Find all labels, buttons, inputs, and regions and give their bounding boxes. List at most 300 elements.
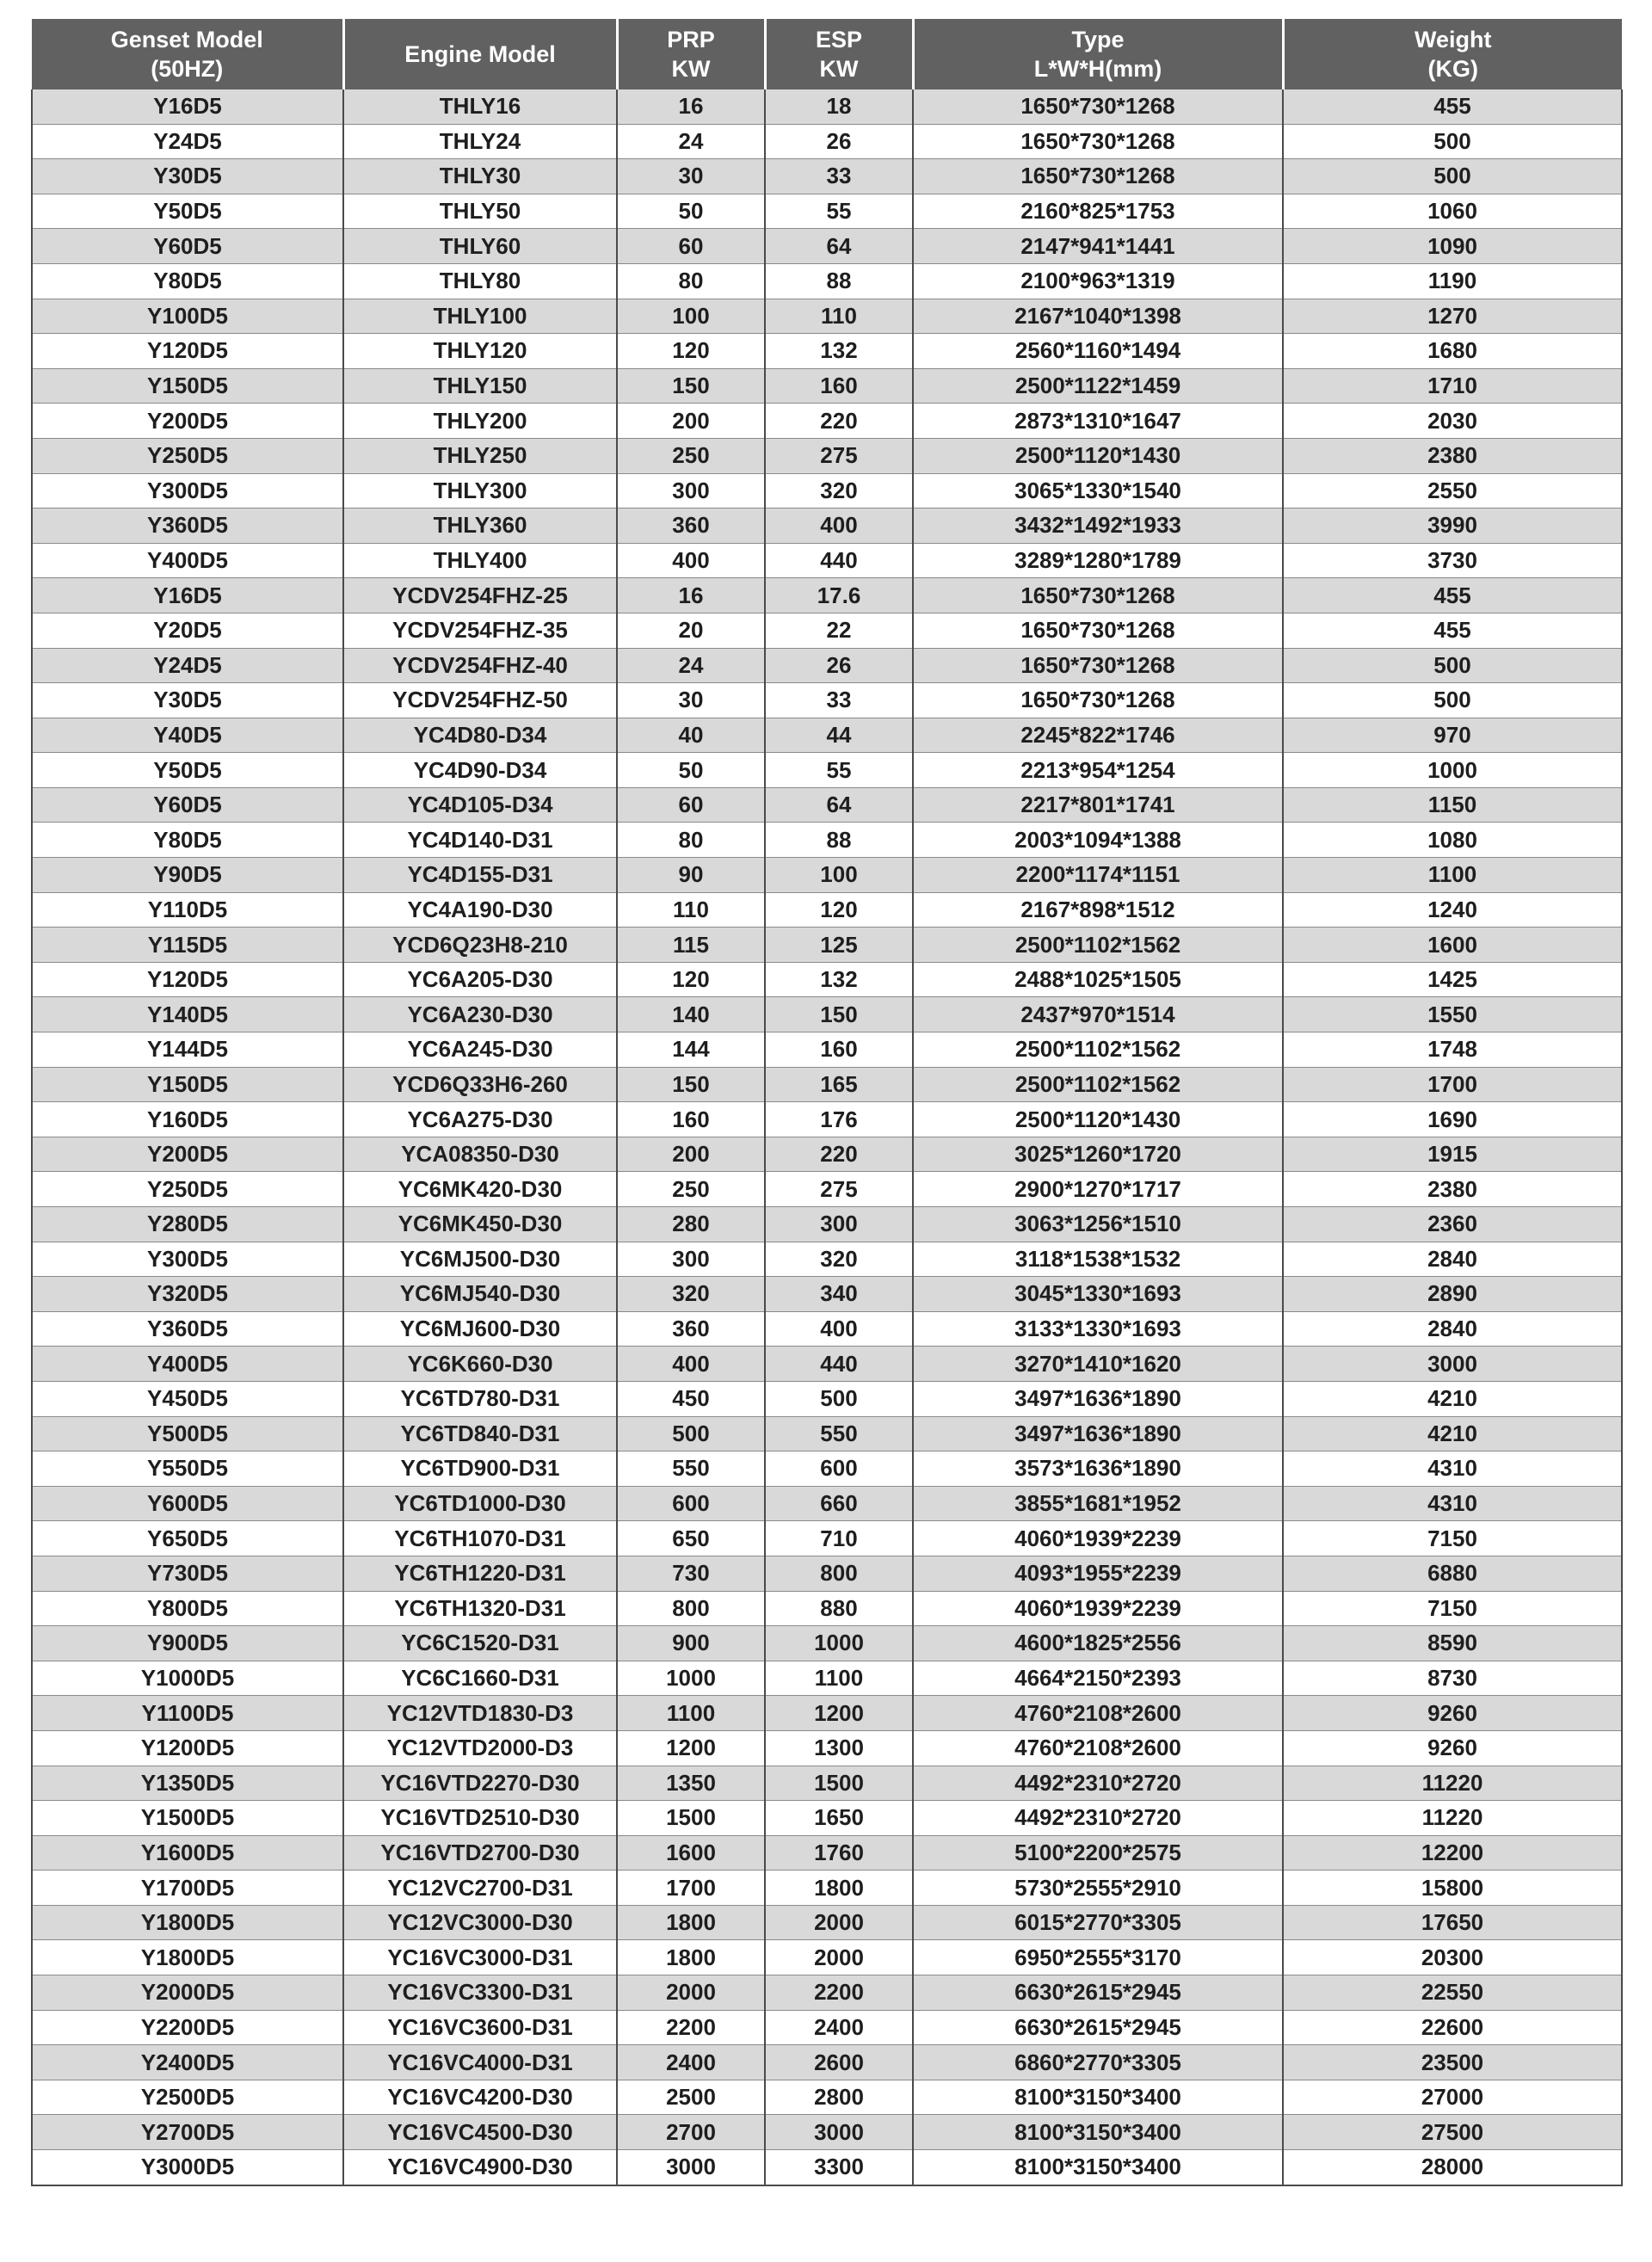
table-row (32, 2080, 1622, 2115)
dimensions-cell: 3025*1260*1720 (913, 1137, 1283, 1172)
dimensions-cell: 4760*2108*2600 (913, 1696, 1283, 1731)
engine-model-cell: YC4D140-D31 (343, 823, 617, 858)
esp-kw-cell: 165 (765, 1067, 913, 1102)
prp-kw-cell: 20 (617, 613, 765, 648)
esp-kw-cell: 800 (765, 1556, 913, 1591)
engine-model-cell: YC16VTD2270-D30 (343, 1766, 617, 1801)
header-row (32, 19, 1622, 89)
weight-cell: 27500 (1283, 2115, 1622, 2150)
genset-model-cell: Y1350D5 (32, 1766, 343, 1801)
engine-model-cell: YC16VC3300-D31 (343, 1975, 617, 2011)
weight-cell: 3990 (1283, 508, 1622, 544)
genset-model-cell: Y730D5 (32, 1556, 343, 1591)
dimensions-cell: 2200*1174*1151 (913, 858, 1283, 893)
genset-model-cell: Y200D5 (32, 1137, 343, 1172)
esp-kw-cell: 220 (765, 404, 913, 439)
engine-model-cell: THLY120 (343, 334, 617, 369)
esp-kw-cell: 33 (765, 159, 913, 194)
genset-model-cell: Y320D5 (32, 1277, 343, 1312)
genset-model-cell: Y900D5 (32, 1626, 343, 1661)
weight-cell: 22600 (1283, 2010, 1622, 2045)
dimensions-cell: 3133*1330*1693 (913, 1311, 1283, 1347)
table-row (32, 1730, 1622, 1766)
esp-kw-cell: 1760 (765, 1835, 913, 1871)
weight-cell: 455 (1283, 578, 1622, 613)
dimensions-cell: 2167*898*1512 (913, 892, 1283, 928)
engine-model-cell: YC16VTD2510-D30 (343, 1801, 617, 1836)
weight-cell: 7150 (1283, 1591, 1622, 1626)
genset-model-cell: Y90D5 (32, 858, 343, 893)
esp-kw-cell: 2800 (765, 2080, 913, 2115)
prp-kw-cell: 140 (617, 997, 765, 1032)
table-row (32, 928, 1622, 963)
weight-cell: 9260 (1283, 1730, 1622, 1766)
prp-kw-cell: 2200 (617, 2010, 765, 2045)
esp-kw-cell: 3000 (765, 2115, 913, 2150)
table-row (32, 1556, 1622, 1591)
esp-kw-cell: 33 (765, 683, 913, 718)
weight-cell: 1680 (1283, 334, 1622, 369)
table-row (32, 962, 1622, 997)
table-row (32, 858, 1622, 893)
weight-cell: 8730 (1283, 1661, 1622, 1696)
engine-model-cell: YC16VC3000-D31 (343, 1940, 617, 1975)
table-row (32, 194, 1622, 229)
engine-model-cell: THLY400 (343, 543, 617, 578)
weight-cell: 2380 (1283, 1172, 1622, 1207)
table-row (32, 543, 1622, 578)
table-row (32, 2010, 1622, 2045)
weight-cell: 17650 (1283, 1905, 1622, 1940)
dimensions-cell: 3270*1410*1620 (913, 1347, 1283, 1382)
table-row (32, 823, 1622, 858)
engine-model-cell: YC6TH1070-D31 (343, 1521, 617, 1556)
table-row (32, 1835, 1622, 1871)
esp-kw-cell: 400 (765, 1311, 913, 1347)
dimensions-cell: 8100*3150*3400 (913, 2080, 1283, 2115)
dimensions-cell: 2560*1160*1494 (913, 334, 1283, 369)
esp-kw-cell: 100 (765, 858, 913, 893)
dimensions-cell: 2500*1102*1562 (913, 1067, 1283, 1102)
genset-model-cell: Y150D5 (32, 1067, 343, 1102)
engine-model-cell: THLY200 (343, 404, 617, 439)
table-row (32, 1521, 1622, 1556)
esp-kw-cell: 88 (765, 263, 913, 299)
table-row (32, 334, 1622, 369)
dimensions-cell: 3497*1636*1890 (913, 1416, 1283, 1452)
genset-model-cell: Y1600D5 (32, 1835, 343, 1871)
weight-cell: 1700 (1283, 1067, 1622, 1102)
weight-cell: 11220 (1283, 1766, 1622, 1801)
engine-model-cell: YC6MK450-D30 (343, 1207, 617, 1242)
weight-cell: 1150 (1283, 787, 1622, 823)
genset-model-cell: Y110D5 (32, 892, 343, 928)
dimensions-cell: 8100*3150*3400 (913, 2115, 1283, 2150)
prp-kw-cell: 250 (617, 438, 765, 473)
genset-model-cell: Y60D5 (32, 787, 343, 823)
engine-model-cell: YC16VTD2700-D30 (343, 1835, 617, 1871)
genset-model-cell: Y30D5 (32, 159, 343, 194)
genset-model-cell: Y24D5 (32, 124, 343, 159)
prp-kw-cell: 80 (617, 823, 765, 858)
engine-model-cell: YC12VC2700-D31 (343, 1871, 617, 1906)
table-row (32, 787, 1622, 823)
prp-kw-cell: 120 (617, 334, 765, 369)
engine-model-cell: YC6MJ540-D30 (343, 1277, 617, 1312)
prp-kw-cell: 1350 (617, 1766, 765, 1801)
table-row (32, 438, 1622, 473)
table-row (32, 1416, 1622, 1452)
genset-model-cell: Y50D5 (32, 194, 343, 229)
prp-kw-cell: 24 (617, 648, 765, 683)
genset-model-cell: Y1800D5 (32, 1905, 343, 1940)
prp-kw-cell: 115 (617, 928, 765, 963)
dimensions-cell: 6950*2555*3170 (913, 1940, 1283, 1975)
table-row (32, 299, 1622, 334)
esp-kw-cell: 26 (765, 648, 913, 683)
genset-model-cell: Y280D5 (32, 1207, 343, 1242)
engine-model-cell: THLY24 (343, 124, 617, 159)
prp-kw-cell: 50 (617, 753, 765, 788)
dimensions-cell: 1650*730*1268 (913, 613, 1283, 648)
engine-model-cell: YCDV254FHZ-40 (343, 648, 617, 683)
esp-kw-cell: 340 (765, 1277, 913, 1312)
weight-cell: 20300 (1283, 1940, 1622, 1975)
dimensions-cell: 2500*1120*1430 (913, 438, 1283, 473)
dimensions-cell: 2167*1040*1398 (913, 299, 1283, 334)
esp-kw-cell: 2600 (765, 2045, 913, 2080)
weight-cell: 4310 (1283, 1486, 1622, 1521)
table-row (32, 1347, 1622, 1382)
engine-model-cell: THLY250 (343, 438, 617, 473)
genset-model-cell: Y2700D5 (32, 2115, 343, 2150)
prp-kw-cell: 1100 (617, 1696, 765, 1731)
engine-model-cell: YC6MK420-D30 (343, 1172, 617, 1207)
engine-model-cell: YC4D105-D34 (343, 787, 617, 823)
esp-kw-cell: 220 (765, 1137, 913, 1172)
header-prp: PRP KW (617, 19, 765, 89)
engine-model-cell: YC16VC3600-D31 (343, 2010, 617, 2045)
genset-model-cell: Y200D5 (32, 404, 343, 439)
engine-model-cell: YC6C1520-D31 (343, 1626, 617, 1661)
genset-model-cell: Y360D5 (32, 508, 343, 544)
esp-kw-cell: 55 (765, 753, 913, 788)
genset-model-cell: Y115D5 (32, 928, 343, 963)
prp-kw-cell: 24 (617, 124, 765, 159)
genset-model-cell: Y40D5 (32, 718, 343, 753)
genset-model-cell: Y450D5 (32, 1381, 343, 1416)
table-row (32, 263, 1622, 299)
esp-kw-cell: 18 (765, 89, 913, 124)
esp-kw-cell: 2400 (765, 2010, 913, 2045)
engine-model-cell: YC6TD1000-D30 (343, 1486, 617, 1521)
weight-cell: 1190 (1283, 263, 1622, 299)
genset-model-cell: Y1000D5 (32, 1661, 343, 1696)
prp-kw-cell: 100 (617, 299, 765, 334)
prp-kw-cell: 40 (617, 718, 765, 753)
table-row (32, 473, 1622, 508)
prp-kw-cell: 360 (617, 508, 765, 544)
esp-kw-cell: 150 (765, 997, 913, 1032)
prp-kw-cell: 90 (617, 858, 765, 893)
dimensions-cell: 1650*730*1268 (913, 683, 1283, 718)
genset-model-cell: Y250D5 (32, 438, 343, 473)
engine-model-cell: YCDV254FHZ-50 (343, 683, 617, 718)
dimensions-cell: 2437*970*1514 (913, 997, 1283, 1032)
genset-model-cell: Y120D5 (32, 962, 343, 997)
esp-kw-cell: 1800 (765, 1871, 913, 1906)
engine-model-cell: YC4A190-D30 (343, 892, 617, 928)
table-row (32, 1277, 1622, 1312)
esp-kw-cell: 125 (765, 928, 913, 963)
genset-model-cell: Y160D5 (32, 1102, 343, 1137)
prp-kw-cell: 730 (617, 1556, 765, 1591)
prp-kw-cell: 2500 (617, 2080, 765, 2115)
table-row (32, 683, 1622, 718)
dimensions-cell: 2100*963*1319 (913, 263, 1283, 299)
table-row (32, 404, 1622, 439)
table-row (32, 1242, 1622, 1277)
weight-cell: 500 (1283, 648, 1622, 683)
prp-kw-cell: 150 (617, 368, 765, 404)
prp-kw-cell: 144 (617, 1032, 765, 1068)
engine-model-cell: YC16VC4900-D30 (343, 2150, 617, 2185)
esp-kw-cell: 3300 (765, 2150, 913, 2185)
dimensions-cell: 6630*2615*2945 (913, 1975, 1283, 2011)
weight-cell: 11220 (1283, 1801, 1622, 1836)
esp-kw-cell: 500 (765, 1381, 913, 1416)
genset-model-cell: Y120D5 (32, 334, 343, 369)
dimensions-cell: 2500*1102*1562 (913, 1032, 1283, 1068)
genset-model-cell: Y800D5 (32, 1591, 343, 1626)
dimensions-cell: 2160*825*1753 (913, 194, 1283, 229)
weight-cell: 4210 (1283, 1416, 1622, 1452)
dimensions-cell: 1650*730*1268 (913, 124, 1283, 159)
genset-model-cell: Y24D5 (32, 648, 343, 683)
genset-model-cell: Y16D5 (32, 89, 343, 124)
engine-model-cell: YC6TD780-D31 (343, 1381, 617, 1416)
esp-kw-cell: 1650 (765, 1801, 913, 1836)
weight-cell: 2380 (1283, 438, 1622, 473)
prp-kw-cell: 550 (617, 1452, 765, 1487)
prp-kw-cell: 250 (617, 1172, 765, 1207)
esp-kw-cell: 22 (765, 613, 913, 648)
dimensions-cell: 5730*2555*2910 (913, 1871, 1283, 1906)
genset-model-cell: Y2000D5 (32, 1975, 343, 2011)
genset-model-cell: Y250D5 (32, 1172, 343, 1207)
esp-kw-cell: 710 (765, 1521, 913, 1556)
prp-kw-cell: 1800 (617, 1905, 765, 1940)
esp-kw-cell: 44 (765, 718, 913, 753)
table-row (32, 1905, 1622, 1940)
genset-model-cell: Y1500D5 (32, 1801, 343, 1836)
esp-kw-cell: 880 (765, 1591, 913, 1626)
dimensions-cell: 2500*1122*1459 (913, 368, 1283, 404)
table-row (32, 1975, 1622, 2011)
table-row (32, 1626, 1622, 1661)
dimensions-cell: 3573*1636*1890 (913, 1452, 1283, 1487)
table-body (32, 89, 1622, 2185)
prp-kw-cell: 900 (617, 1626, 765, 1661)
dimensions-cell: 3289*1280*1789 (913, 543, 1283, 578)
weight-cell: 28000 (1283, 2150, 1622, 2185)
table-row (32, 648, 1622, 683)
dimensions-cell: 4060*1939*2239 (913, 1591, 1283, 1626)
engine-model-cell: THLY80 (343, 263, 617, 299)
genset-spec-table (31, 19, 1623, 2186)
genset-model-cell: Y144D5 (32, 1032, 343, 1068)
dimensions-cell: 3432*1492*1933 (913, 508, 1283, 544)
weight-cell: 500 (1283, 159, 1622, 194)
weight-cell: 8590 (1283, 1626, 1622, 1661)
esp-kw-cell: 2200 (765, 1975, 913, 2011)
table-row (32, 1940, 1622, 1975)
prp-kw-cell: 30 (617, 159, 765, 194)
engine-model-cell: YC6C1660-D31 (343, 1661, 617, 1696)
prp-kw-cell: 360 (617, 1311, 765, 1347)
dimensions-cell: 2500*1120*1430 (913, 1102, 1283, 1137)
prp-kw-cell: 50 (617, 194, 765, 229)
esp-kw-cell: 160 (765, 368, 913, 404)
engine-model-cell: YCA08350-D30 (343, 1137, 617, 1172)
dimensions-cell: 4492*2310*2720 (913, 1801, 1283, 1836)
prp-kw-cell: 1700 (617, 1871, 765, 1906)
prp-kw-cell: 1800 (617, 1940, 765, 1975)
table-row (32, 1102, 1622, 1137)
prp-kw-cell: 320 (617, 1277, 765, 1312)
table-row (32, 1172, 1622, 1207)
dimensions-cell: 1650*730*1268 (913, 89, 1283, 124)
weight-cell: 9260 (1283, 1696, 1622, 1731)
table-row (32, 229, 1622, 264)
esp-kw-cell: 2000 (765, 1940, 913, 1975)
weight-cell: 2550 (1283, 473, 1622, 508)
weight-cell: 15800 (1283, 1871, 1622, 1906)
weight-cell: 2890 (1283, 1277, 1622, 1312)
esp-kw-cell: 17.6 (765, 578, 913, 613)
dimensions-cell: 2217*801*1741 (913, 787, 1283, 823)
genset-model-cell: Y80D5 (32, 823, 343, 858)
engine-model-cell: THLY100 (343, 299, 617, 334)
esp-kw-cell: 55 (765, 194, 913, 229)
dimensions-cell: 4492*2310*2720 (913, 1766, 1283, 1801)
table-row (32, 1067, 1622, 1102)
engine-model-cell: YC12VTD1830-D3 (343, 1696, 617, 1731)
esp-kw-cell: 64 (765, 229, 913, 264)
prp-kw-cell: 160 (617, 1102, 765, 1137)
engine-model-cell: YC6MJ500-D30 (343, 1242, 617, 1277)
header-genset-model: Genset Model (50HZ) (32, 19, 343, 89)
dimensions-cell: 2147*941*1441 (913, 229, 1283, 264)
weight-cell: 12200 (1283, 1835, 1622, 1871)
dimensions-cell: 8100*3150*3400 (913, 2150, 1283, 2185)
table-row (32, 1452, 1622, 1487)
engine-model-cell: YCDV254FHZ-25 (343, 578, 617, 613)
genset-model-cell: Y20D5 (32, 613, 343, 648)
engine-model-cell: THLY60 (343, 229, 617, 264)
dimensions-cell: 3118*1538*1532 (913, 1242, 1283, 1277)
genset-model-cell: Y2200D5 (32, 2010, 343, 2045)
weight-cell: 1600 (1283, 928, 1622, 963)
table-row (32, 89, 1622, 124)
engine-model-cell: YC6MJ600-D30 (343, 1311, 617, 1347)
genset-model-cell: Y1200D5 (32, 1730, 343, 1766)
table-row (32, 1766, 1622, 1801)
table-row (32, 1696, 1622, 1731)
weight-cell: 1060 (1283, 194, 1622, 229)
engine-model-cell: YC4D90-D34 (343, 753, 617, 788)
prp-kw-cell: 650 (617, 1521, 765, 1556)
engine-model-cell: YCDV254FHZ-35 (343, 613, 617, 648)
prp-kw-cell: 3000 (617, 2150, 765, 2185)
dimensions-cell: 1650*730*1268 (913, 648, 1283, 683)
prp-kw-cell: 2400 (617, 2045, 765, 2080)
prp-kw-cell: 800 (617, 1591, 765, 1626)
genset-model-cell: Y16D5 (32, 578, 343, 613)
engine-model-cell: YC12VTD2000-D3 (343, 1730, 617, 1766)
prp-kw-cell: 500 (617, 1416, 765, 1452)
prp-kw-cell: 2700 (617, 2115, 765, 2150)
dimensions-cell: 3855*1681*1952 (913, 1486, 1283, 1521)
prp-kw-cell: 30 (617, 683, 765, 718)
dimensions-cell: 1650*730*1268 (913, 578, 1283, 613)
weight-cell: 2840 (1283, 1242, 1622, 1277)
esp-kw-cell: 132 (765, 334, 913, 369)
esp-kw-cell: 132 (765, 962, 913, 997)
esp-kw-cell: 275 (765, 1172, 913, 1207)
engine-model-cell: YC6TD900-D31 (343, 1452, 617, 1487)
weight-cell: 500 (1283, 683, 1622, 718)
spec-document (31, 19, 1621, 2186)
esp-kw-cell: 120 (765, 892, 913, 928)
genset-model-cell: Y1700D5 (32, 1871, 343, 1906)
dimensions-cell: 2873*1310*1647 (913, 404, 1283, 439)
dimensions-cell: 4060*1939*2239 (913, 1521, 1283, 1556)
prp-kw-cell: 110 (617, 892, 765, 928)
header-weight: Weight (KG) (1283, 19, 1622, 89)
engine-model-cell: YC6A245-D30 (343, 1032, 617, 1068)
esp-kw-cell: 275 (765, 438, 913, 473)
engine-model-cell: YC6K660-D30 (343, 1347, 617, 1382)
table-row (32, 892, 1622, 928)
engine-model-cell: YC4D155-D31 (343, 858, 617, 893)
weight-cell: 27000 (1283, 2080, 1622, 2115)
prp-kw-cell: 16 (617, 578, 765, 613)
table-row (32, 613, 1622, 648)
esp-kw-cell: 320 (765, 1242, 913, 1277)
esp-kw-cell: 1500 (765, 1766, 913, 1801)
esp-kw-cell: 300 (765, 1207, 913, 1242)
weight-cell: 1270 (1283, 299, 1622, 334)
prp-kw-cell: 120 (617, 962, 765, 997)
dimensions-cell: 2245*822*1746 (913, 718, 1283, 753)
engine-model-cell: YC6A230-D30 (343, 997, 617, 1032)
dimensions-cell: 2488*1025*1505 (913, 962, 1283, 997)
genset-model-cell: Y400D5 (32, 1347, 343, 1382)
esp-kw-cell: 88 (765, 823, 913, 858)
table-row (32, 1661, 1622, 1696)
table-row (32, 2045, 1622, 2080)
table-row (32, 124, 1622, 159)
table-row (32, 508, 1622, 544)
prp-kw-cell: 200 (617, 404, 765, 439)
weight-cell: 970 (1283, 718, 1622, 753)
prp-kw-cell: 1500 (617, 1801, 765, 1836)
prp-kw-cell: 16 (617, 89, 765, 124)
genset-model-cell: Y140D5 (32, 997, 343, 1032)
engine-model-cell: YC12VC3000-D30 (343, 1905, 617, 1940)
genset-model-cell: Y150D5 (32, 368, 343, 404)
